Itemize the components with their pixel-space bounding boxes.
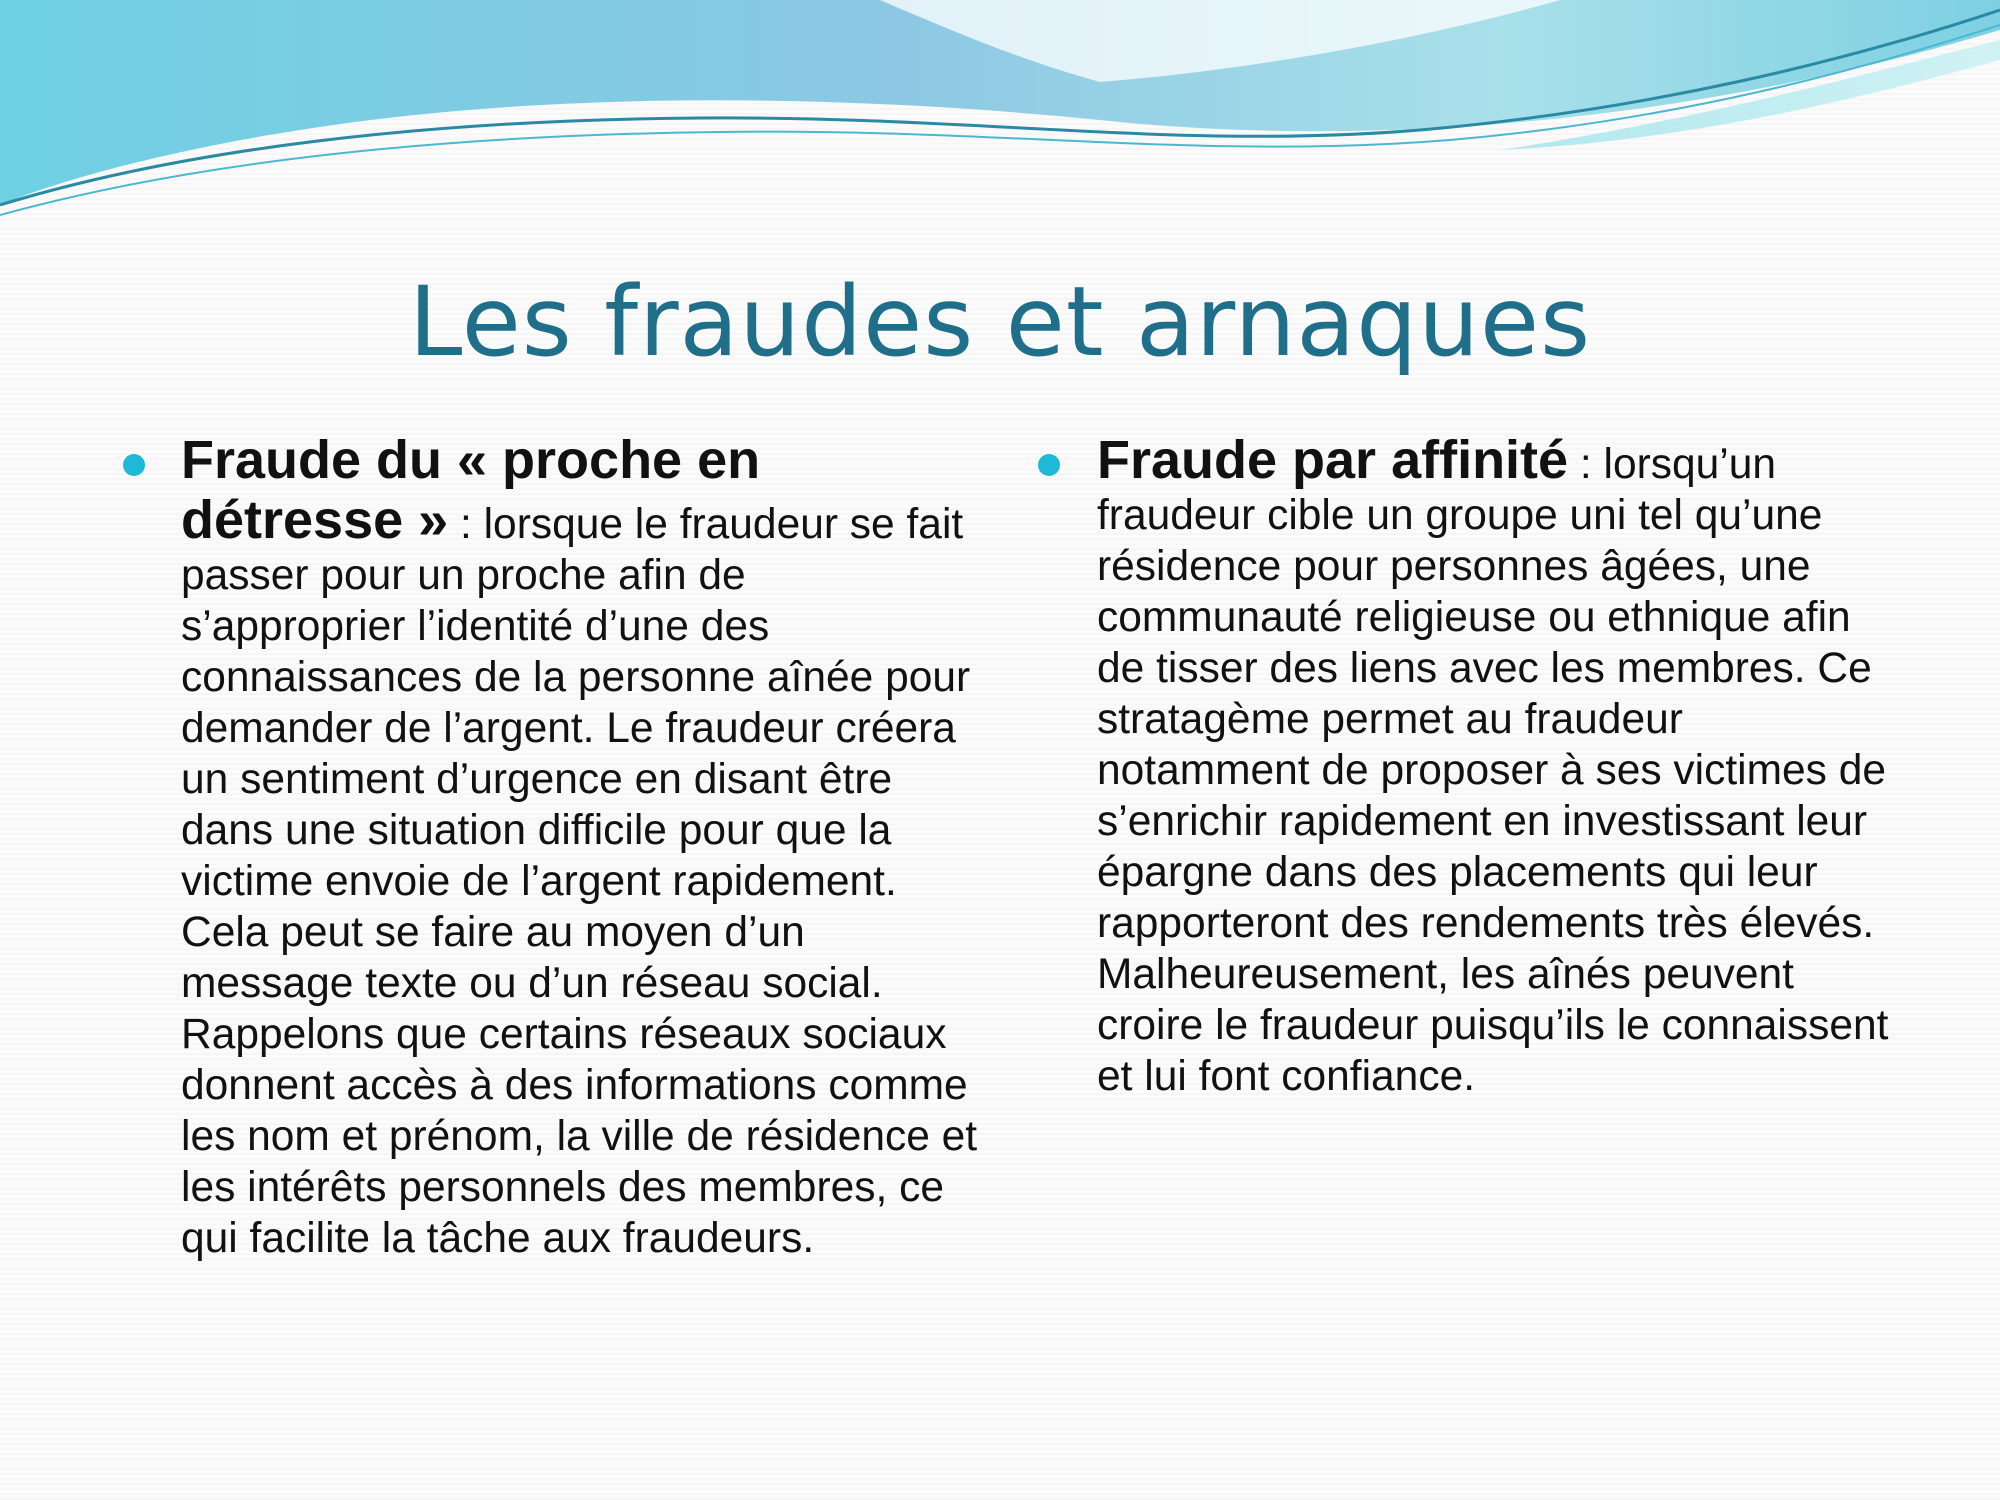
bullet-term: Fraude par affinité — [1097, 430, 1569, 490]
bullet-paragraph — [1097, 430, 1897, 1102]
decorative-wave-banner — [0, 0, 2000, 240]
bullet-term: Fraude du « proche en détresse » — [181, 430, 761, 550]
bullet-paragraph — [181, 430, 981, 1264]
bullet-description: : lorsqu’un fraudeur cible un groupe uni tel qu’une résidence pour personnes âgées, une communauté religieuse ou ethnique afin de tisser des liens avec les membres. Ce stratagème permet au fraudeur notamment de proposer à ses victimes de s’enrichir rapidement en investissant leur épargne dans des placements qui leur rapporteront des rendements très élevés. Malheureusement, les aînés peuvent croire le fraudeur puisqu’ils le connaissent et lui font confiance. — [1097, 441, 1889, 1100]
bullet-description: : lorsque le fraudeur se fait passer pour un proche afin de s’approprier l’identité d’une des connaissances de la personne aînée pour demander de l’argent. Le fraudeur créera un sentiment d’urgence en disant être dans une situation difficile pour que la victime envoie de l’argent rapidement. Cela peut se faire au moyen d’un message texte ou d’un réseau social. Rappelons que certains réseaux sociaux donnent accès à des informations comme les nom et prénom, la ville de résidence et les intérêts personnels des membres, ce qui facilite la tâche aux fraudeurs. — [181, 501, 978, 1262]
bullet-dot-icon — [123, 454, 145, 476]
bullet-item-affinite — [1097, 430, 1897, 1102]
bullet-dot-icon — [1038, 454, 1060, 476]
bullet-item-proche-en-detresse — [181, 430, 981, 1264]
page-title: Les fraudes et arnaques — [408, 266, 1592, 378]
